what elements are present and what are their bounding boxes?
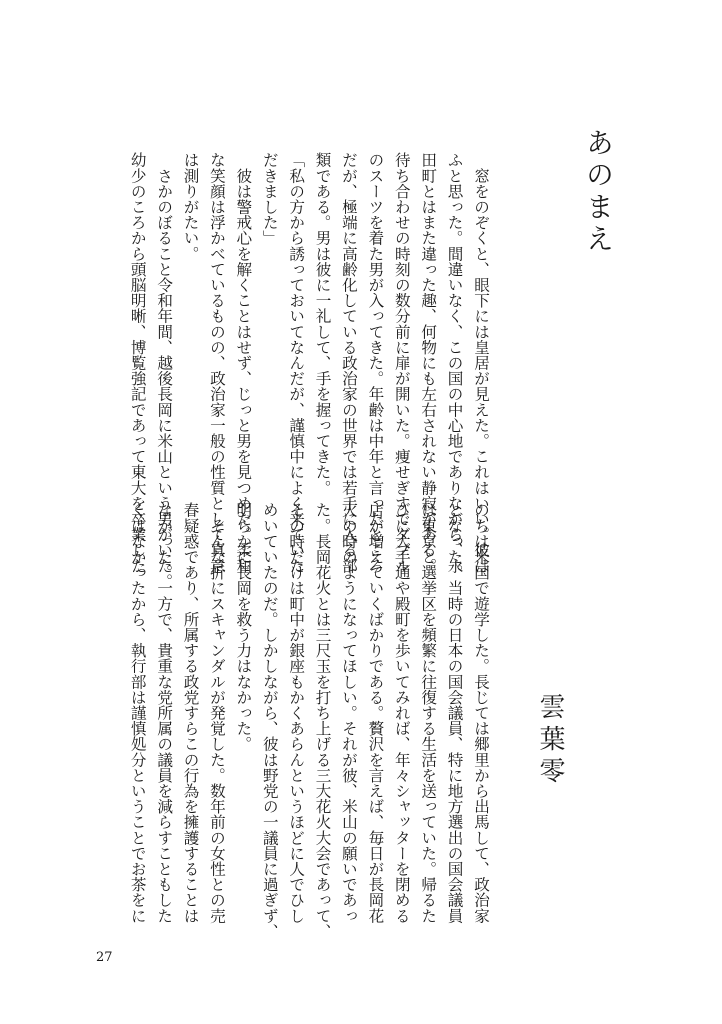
text-line: めいていたのだ。しかしながら、彼は野党の一議員に過ぎず、	[260, 502, 279, 939]
text-line: くはなかったから、執行部は謹慎処分ということでお茶をに	[128, 502, 147, 924]
text-line: 田町とはまた違った趣、何物にも左右されない静寂がある。	[419, 152, 438, 574]
text-line: 彼は警戒心を解くことはせず、じっと男を見つめた。柔和	[234, 152, 253, 574]
text-line: 待ち合わせの時刻の数分前に扉が開いた。痩せぎすでダブル	[392, 152, 411, 574]
text-line: は測りがたい。	[181, 152, 200, 262]
text-line: 窓をのぞくと、眼下には皇居が見えた。これはいい。彼は	[472, 152, 490, 574]
text-line: その時だけは町中が銀座もかくあらんというほどに人でひし	[287, 502, 306, 924]
body-text-upper	[124, 152, 494, 589]
text-line: た。長岡花火とは三尺玉を打ち上げる三大花火大会であって、	[313, 502, 332, 939]
body-text-lower	[124, 502, 494, 939]
text-line: なかった。一方で、貴重な党所属の議員を減らすこともした	[155, 502, 174, 924]
text-line: な笑顔は浮かべているものの、政治家一般の性質として真意	[207, 152, 226, 574]
author-name: 雲葉零	[535, 693, 565, 789]
text-line: 店が増えていくばかりである。贅沢を言えば、毎日が長岡花	[366, 502, 385, 924]
page-number: 27	[96, 950, 113, 965]
text-line: びに大手通や殿町を歩いてみれば、年々シャッターを閉める	[392, 502, 411, 924]
text-line: 「私の方から誘っておいてなんだが、謹慎中によく来ていた	[287, 152, 306, 574]
text-line: だきました」	[260, 152, 279, 246]
text-line: 幼少のころから頭脳明晰、博覧強記であって東大を卒業した	[128, 152, 147, 574]
text-line: は東京と選挙区を頻繁に往復する生活を送っていた。帰るた	[419, 502, 438, 924]
text-line: のちは米国で遊学した。長じては郷里から出馬して、政治家	[472, 502, 490, 924]
text-line: となった。当時の日本の国会議員、特に地方選出の国会議員	[445, 502, 464, 924]
text-line: 類である。男は彼に一礼して、手を握ってきた。	[313, 152, 332, 496]
text-line: だが、極端に高齢化している政治家の世界では若手に入る部	[339, 152, 358, 574]
text-line: そんな折にスキャンダルが発覚した。数年前の女性との売	[207, 502, 226, 924]
text-line: ふと思った。間違いなく、この国の中心地でありながら、永	[445, 152, 464, 574]
text-line: 春疑惑であり、所属する政党すらこの行為を擁護することは	[181, 502, 200, 924]
text-line: 明らかに長岡を救う力はなかった。	[234, 502, 253, 752]
text-line: 火の時のようになってほしい。それが彼、米山の願いであっ	[339, 502, 358, 924]
text-line: さかのぼること令和年間、越後長岡に米山という男がいた。	[155, 152, 174, 589]
story-title: あのまえ	[582, 128, 615, 256]
text-line: のスーツを着た男が入ってきた。年齢は中年と言ったところ	[366, 152, 385, 574]
